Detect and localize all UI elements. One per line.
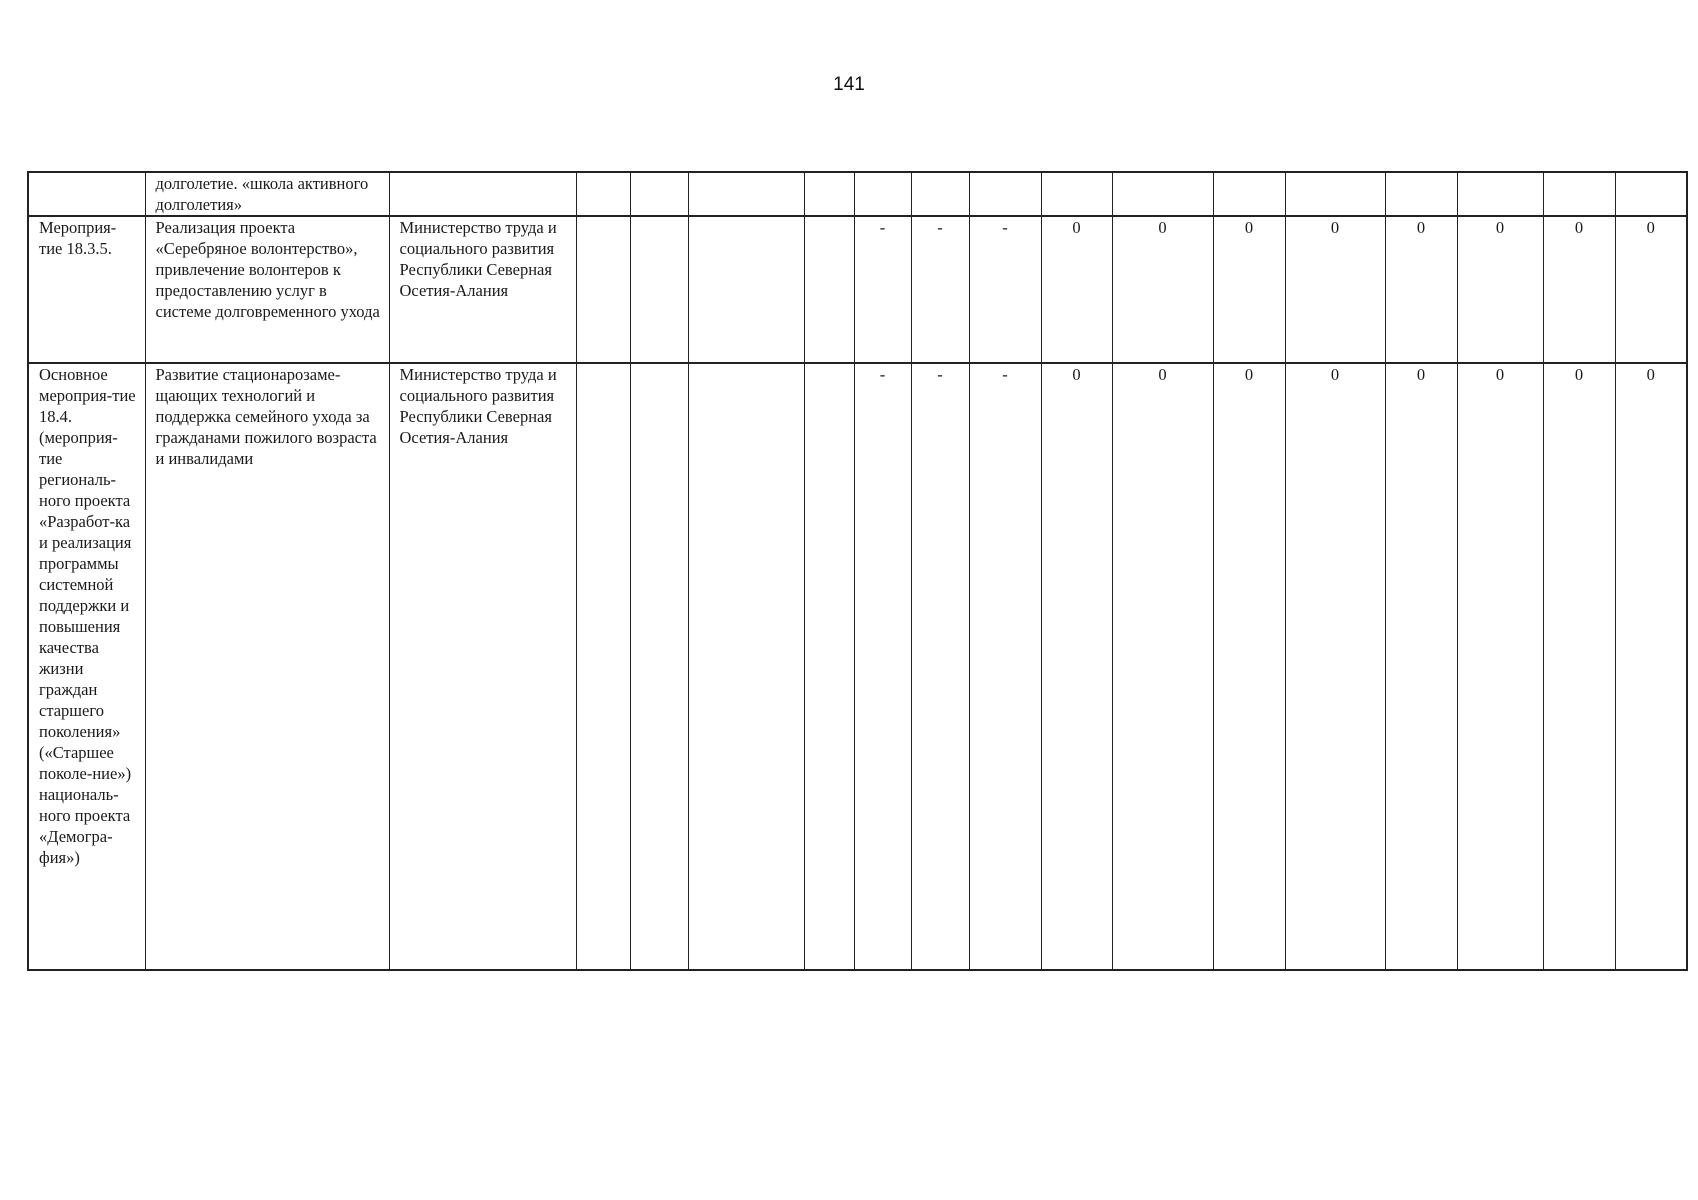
cell-value bbox=[576, 363, 630, 970]
cell-value: 0 bbox=[1112, 363, 1213, 970]
cell-value bbox=[804, 216, 854, 363]
cell-value: 0 bbox=[1615, 216, 1687, 363]
cell-value bbox=[804, 363, 854, 970]
cell-value: - bbox=[854, 216, 911, 363]
cell-executor bbox=[389, 172, 576, 216]
cell-value bbox=[630, 172, 688, 216]
cell-value bbox=[1041, 172, 1112, 216]
cell-value: 0 bbox=[1543, 363, 1615, 970]
cell-value bbox=[630, 363, 688, 970]
cell-value bbox=[854, 172, 911, 216]
cell-executor: Министерство труда и социального развития Республики Северная Осетия-Алания bbox=[389, 363, 576, 970]
cell-value: - bbox=[854, 363, 911, 970]
cell-value: 0 bbox=[1285, 363, 1385, 970]
cell-value: - bbox=[911, 216, 969, 363]
cell-value: - bbox=[969, 216, 1041, 363]
cell-value: 0 bbox=[1543, 216, 1615, 363]
cell-value bbox=[1457, 172, 1543, 216]
cell-value: 0 bbox=[1385, 216, 1457, 363]
cell-value: 0 bbox=[1457, 216, 1543, 363]
cell-value bbox=[1543, 172, 1615, 216]
cell-event-id: Мероприя-тие 18.3.5. bbox=[28, 216, 145, 363]
cell-value bbox=[688, 172, 804, 216]
cell-value bbox=[911, 172, 969, 216]
table-body bbox=[28, 172, 1687, 970]
cell-value: 0 bbox=[1041, 216, 1112, 363]
cell-value bbox=[1285, 172, 1385, 216]
cell-value: 0 bbox=[1615, 363, 1687, 970]
cell-value bbox=[630, 216, 688, 363]
cell-value bbox=[804, 172, 854, 216]
cell-value bbox=[1615, 172, 1687, 216]
cell-value bbox=[1112, 172, 1213, 216]
cell-event-id bbox=[28, 172, 145, 216]
cell-value: - bbox=[911, 363, 969, 970]
cell-value: - bbox=[969, 363, 1041, 970]
cell-value bbox=[969, 172, 1041, 216]
cell-value bbox=[688, 363, 804, 970]
cell-value: 0 bbox=[1112, 216, 1213, 363]
cell-value: 0 bbox=[1457, 363, 1543, 970]
cell-event-title: Развитие стационарозаме-щающих технологий и поддержка семейного ухода за гражданами пожилого возраста и инвалидами bbox=[145, 363, 389, 970]
table-row bbox=[28, 363, 1687, 970]
cell-value bbox=[1385, 172, 1457, 216]
cell-value: 0 bbox=[1213, 216, 1285, 363]
table-row bbox=[28, 172, 1687, 216]
cell-event-title: долголетие. «школа активного долголетия» bbox=[145, 172, 389, 216]
cell-value bbox=[1213, 172, 1285, 216]
table-row bbox=[28, 216, 1687, 363]
cell-value: 0 bbox=[1041, 363, 1112, 970]
page-number: 141 bbox=[833, 74, 865, 95]
cell-event-id: Основное мероприя-тие 18.4. (мероприя-тие региональ-ного проекта «Разработ-ка и реализация программы системной поддержки и повышения качества жизни граждан старшего поколения» («Старшее поколе-ние») националь-ного проекта «Демогра-фия») bbox=[28, 363, 145, 970]
cell-value bbox=[688, 216, 804, 363]
cell-value: 0 bbox=[1385, 363, 1457, 970]
cell-executor: Министерство труда и социального развития Республики Северная Осетия-Алания bbox=[389, 216, 576, 363]
cell-value: 0 bbox=[1213, 363, 1285, 970]
cell-value bbox=[576, 216, 630, 363]
cell-value bbox=[576, 172, 630, 216]
cell-event-title: Реализация проекта «Серебряное волонтерство», привлечение волонтеров к предоставлению услуг в системе долговременного ухода bbox=[145, 216, 389, 363]
program-table bbox=[27, 171, 1688, 971]
cell-value: 0 bbox=[1285, 216, 1385, 363]
